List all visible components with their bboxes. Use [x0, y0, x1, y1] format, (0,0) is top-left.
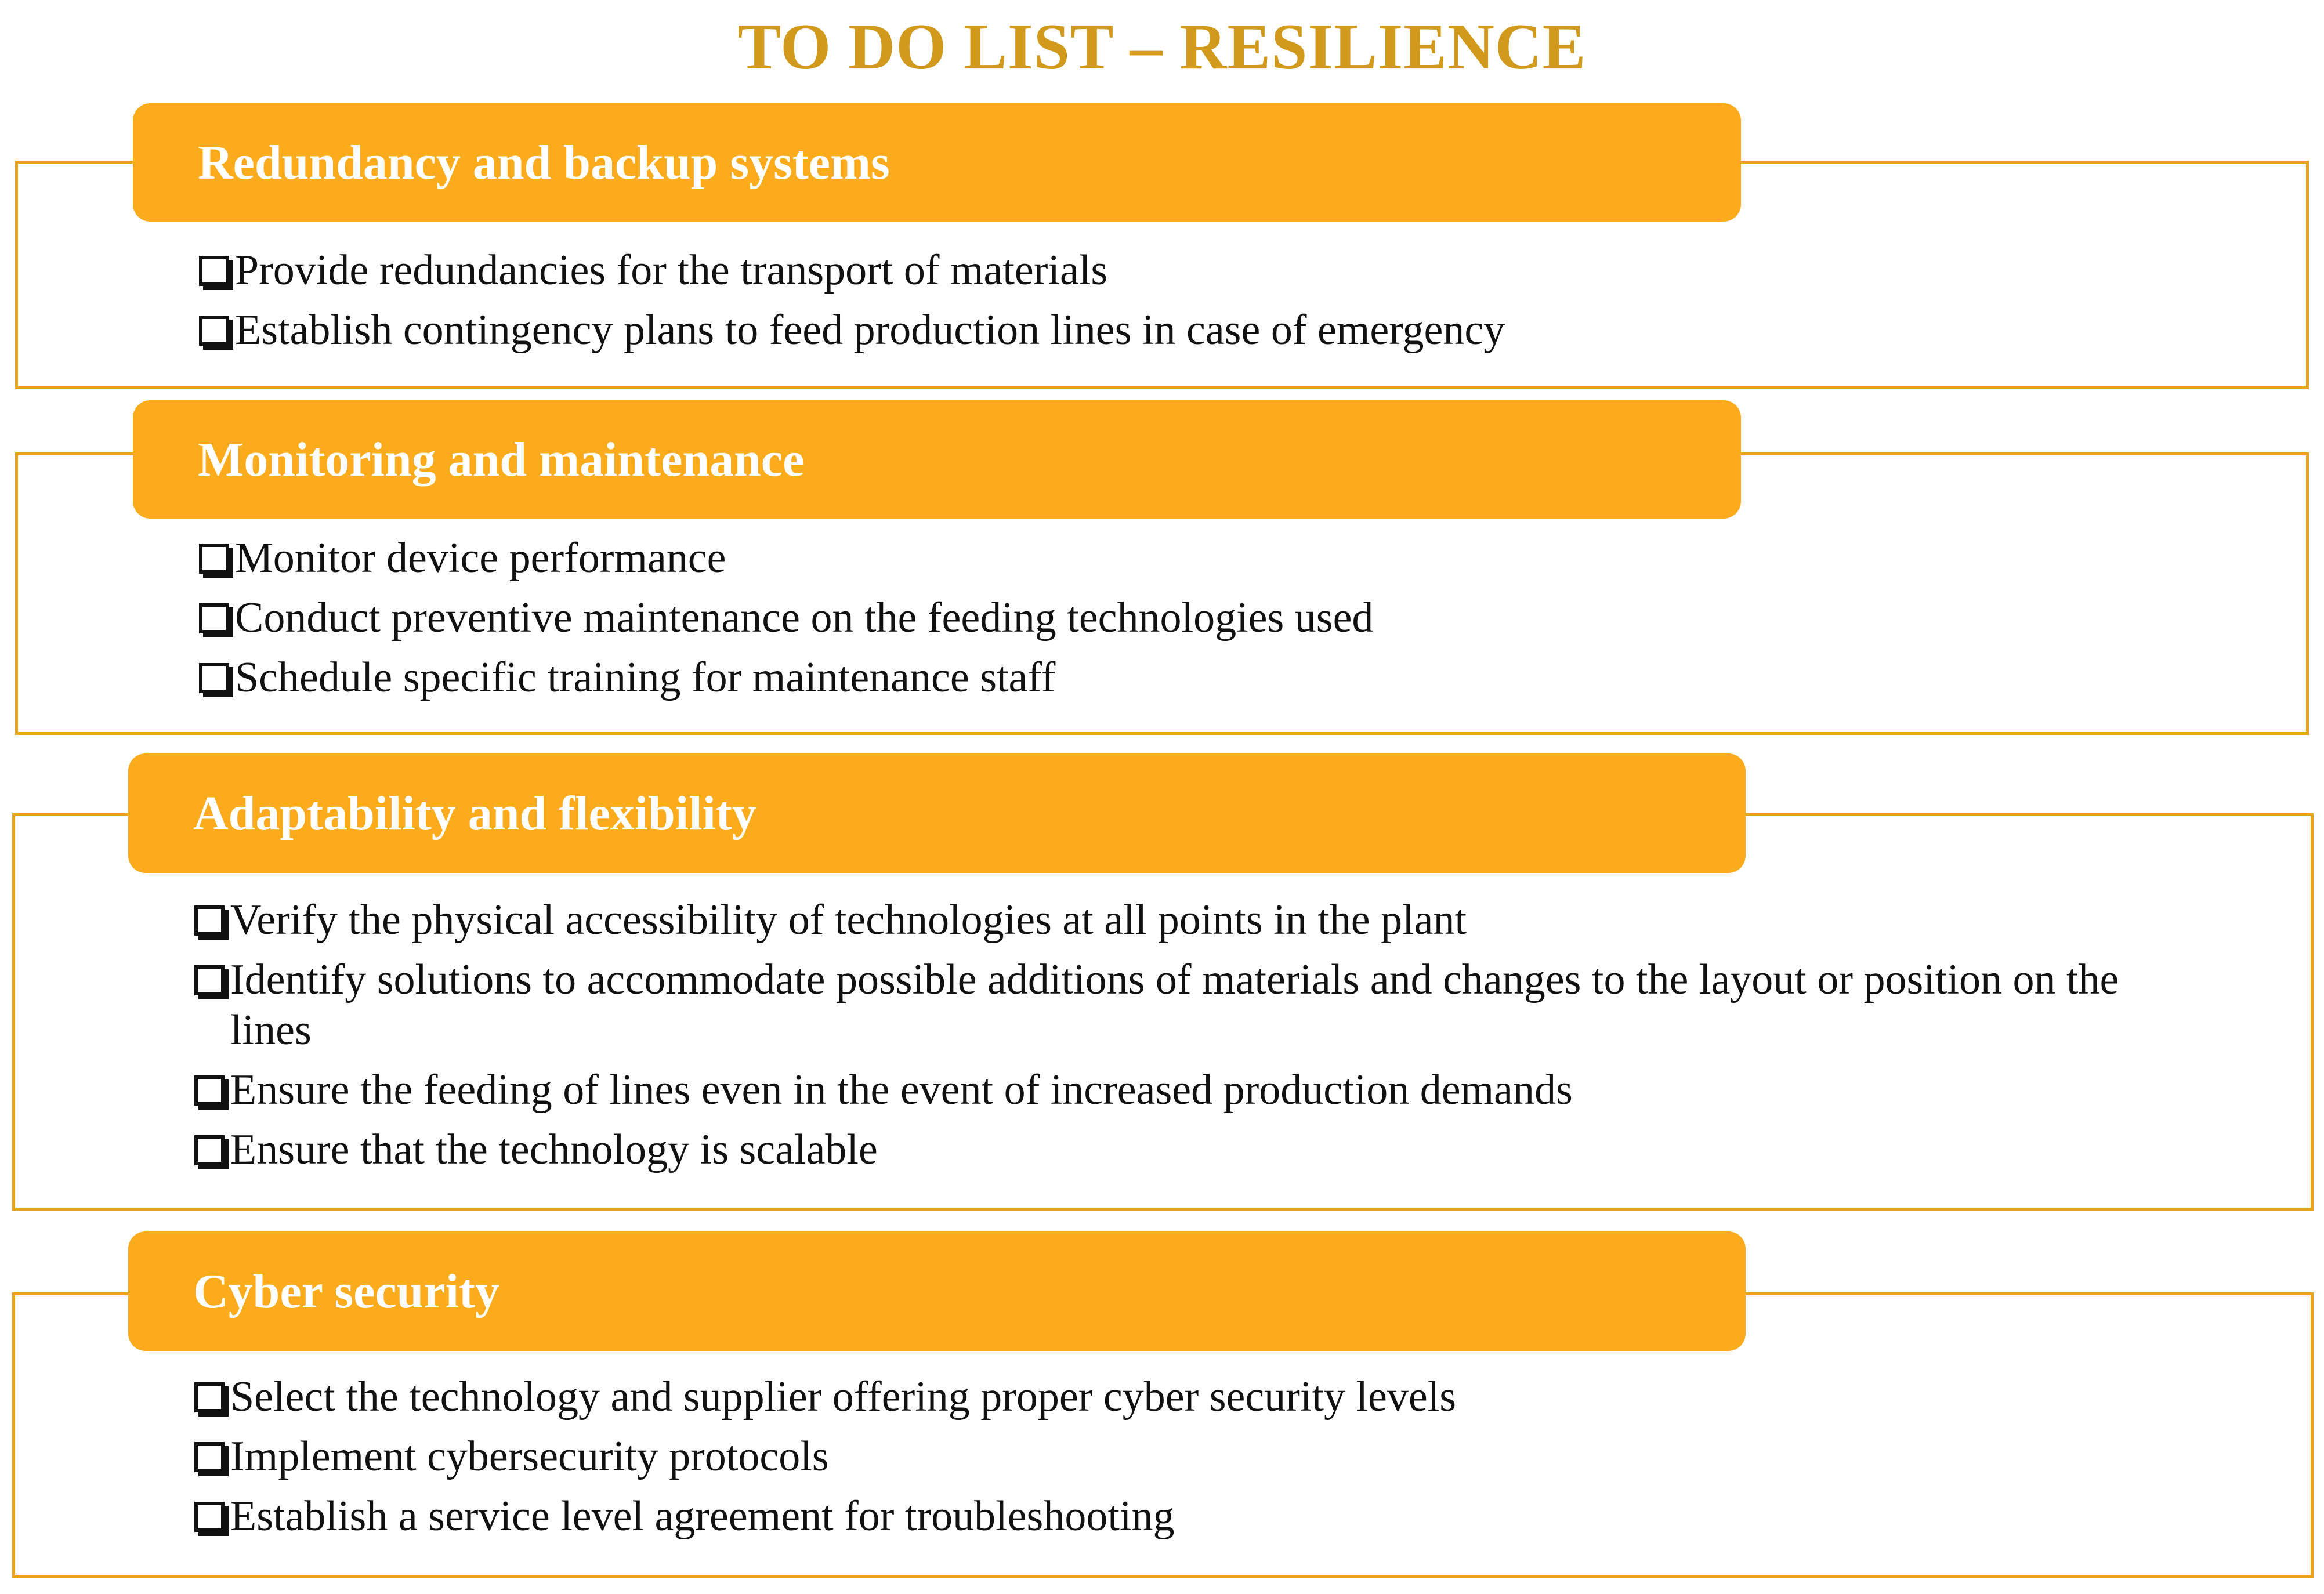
checkbox-icon[interactable] [194, 1075, 225, 1106]
item-list-monitoring [199, 533, 2264, 712]
list-item [194, 1432, 2260, 1482]
list-item-text: Monitor device performance [235, 534, 726, 582]
section-header-label: Monitoring and maintenance [198, 432, 805, 487]
list-item [194, 1372, 2260, 1422]
checkbox-icon[interactable] [199, 663, 229, 693]
item-list-adaptability [194, 895, 2120, 1184]
list-item [194, 955, 2120, 1056]
item-list-redundancy [199, 245, 2264, 365]
list-item-text: Identify solutions to accommodate possible additions of materials and changes to the layout or position on the lines [230, 956, 2119, 1054]
checkbox-icon[interactable] [194, 1442, 225, 1472]
list-item-text: Verify the physical accessibility of technologies at all points in the plant [230, 896, 1467, 944]
checkbox-icon[interactable] [194, 1135, 225, 1165]
checkbox-icon[interactable] [194, 1382, 225, 1412]
item-list-cyber-security [194, 1372, 2260, 1551]
list-item-text: Ensure that the technology is scalable [230, 1126, 878, 1173]
list-item [199, 593, 2264, 643]
list-item [194, 1065, 2120, 1115]
checkbox-icon[interactable] [199, 603, 229, 633]
list-item [199, 533, 2264, 584]
list-item [194, 1491, 2260, 1542]
list-item [199, 653, 2264, 703]
list-item-text: Ensure the feeding of lines even in the event of increased production demands [230, 1066, 1573, 1114]
checkbox-icon[interactable] [194, 905, 225, 936]
section-header-cyber-security [128, 1231, 1746, 1351]
list-item [194, 895, 2120, 945]
section-header-monitoring [133, 400, 1741, 519]
list-item-text: Provide redundancies for the transport of materials [235, 247, 1108, 294]
list-item [199, 305, 2264, 356]
checkbox-icon[interactable] [194, 1502, 225, 1532]
checkbox-icon[interactable] [199, 544, 229, 574]
section-header-label: Cyber security [193, 1264, 499, 1318]
section-header-adaptability [128, 753, 1746, 873]
list-item-text: Conduct preventive maintenance on the feeding technologies used [235, 594, 1374, 642]
checkbox-icon[interactable] [194, 965, 225, 995]
list-item-text: Schedule specific training for maintenance staff [235, 654, 1056, 701]
section-header-redundancy [133, 103, 1741, 222]
list-item-text: Select the technology and supplier offering proper cyber security levels [230, 1373, 1457, 1421]
list-item-text: Implement cybersecurity protocols [230, 1433, 829, 1480]
checkbox-icon[interactable] [199, 316, 229, 346]
section-header-label: Adaptability and flexibility [193, 786, 756, 841]
list-item [194, 1125, 2120, 1175]
list-item-text: Establish a service level agreement for troubleshooting [230, 1492, 1175, 1540]
section-header-label: Redundancy and backup systems [198, 135, 890, 190]
checkbox-icon[interactable] [199, 256, 229, 286]
list-item-text: Establish contingency plans to feed production lines in case of emergency [235, 306, 1505, 354]
page-title: TO DO LIST – RESILIENCE [737, 11, 1587, 83]
list-item [199, 245, 2264, 296]
